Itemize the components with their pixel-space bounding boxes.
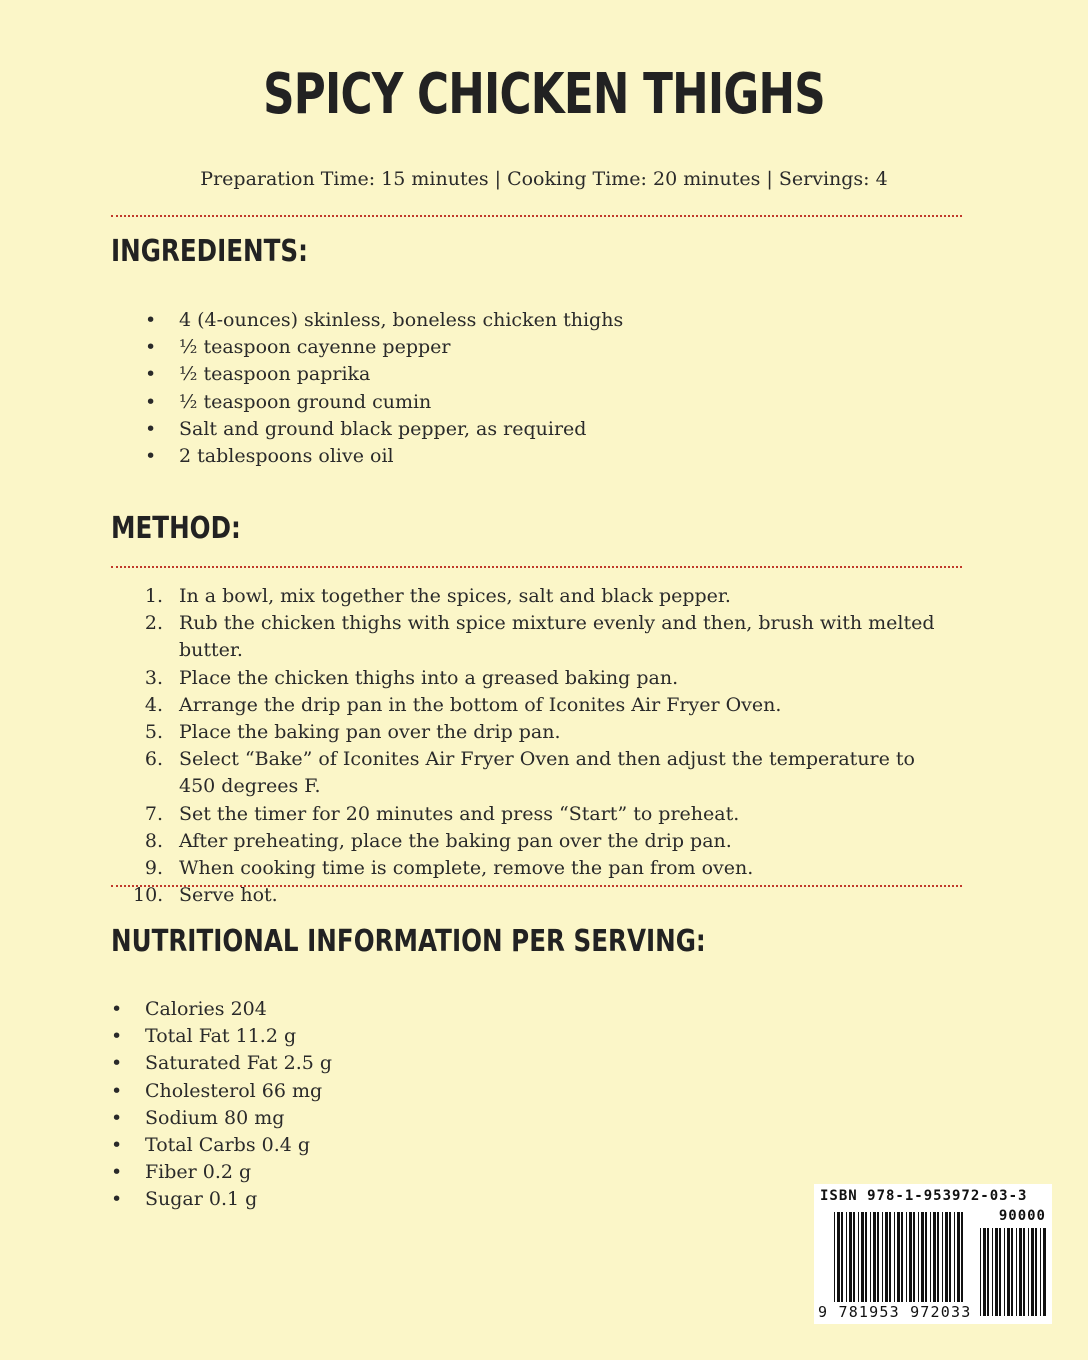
price-code: 90000 bbox=[998, 1208, 1046, 1224]
method-heading: METHOD: bbox=[111, 511, 241, 546]
barcode-bar bbox=[877, 1212, 879, 1302]
list-item: 2. Rub the chicken thighs with spice mixture evenly and then, brush with melted butter. bbox=[144, 612, 935, 662]
barcode-bar bbox=[873, 1212, 876, 1302]
list-item: 1. In a bowl, mix together the spices, salt and black pepper. bbox=[144, 585, 731, 607]
list-item: • Calories 204 bbox=[111, 998, 267, 1020]
list-item: • Sugar 0.1 g bbox=[111, 1188, 258, 1211]
barcode-bar bbox=[954, 1212, 955, 1302]
barcode-bar bbox=[894, 1212, 895, 1302]
barcode-bar bbox=[945, 1212, 948, 1302]
barcode-bar bbox=[885, 1212, 888, 1302]
barcode-bar bbox=[897, 1212, 900, 1302]
ean-digits: 9 781953 972033 bbox=[818, 1303, 972, 1321]
barcode-bar bbox=[918, 1212, 919, 1302]
divider-bottom bbox=[111, 885, 962, 887]
barcode-bar bbox=[999, 1228, 1001, 1316]
barcode-bar bbox=[921, 1212, 924, 1302]
list-item: 3. Place the chicken thighs into a greased baking pan. bbox=[144, 666, 679, 689]
list-item: • ½ teaspoon ground cumin bbox=[145, 390, 432, 413]
barcode-bar bbox=[1004, 1228, 1005, 1316]
ingredients-list bbox=[145, 307, 623, 470]
barcode-bar bbox=[995, 1228, 998, 1316]
barcode-bar bbox=[987, 1228, 989, 1316]
barcode-bar bbox=[957, 1212, 960, 1302]
barcode-bar bbox=[983, 1228, 986, 1316]
list-item: • Total Fat 11.2 g bbox=[111, 1025, 297, 1048]
barcode-bar bbox=[1011, 1228, 1013, 1316]
list-item: • Cholesterol 66 mg bbox=[111, 1079, 323, 1102]
list-item: • Saturated Fat 2.5 g bbox=[111, 1052, 333, 1075]
barcode-bar bbox=[949, 1212, 951, 1302]
list-item: • Total Carbs 0.4 g bbox=[111, 1134, 311, 1157]
recipe-title: SPICY CHICKEN THIGHS bbox=[263, 62, 825, 127]
barcode-bar bbox=[837, 1212, 840, 1302]
barcode-bar bbox=[1023, 1228, 1025, 1316]
nutrition-heading: NUTRITIONAL INFORMATION PER SERVING: bbox=[111, 924, 706, 959]
list-item: 9. When cooking time is complete, remove the pan from oven. bbox=[144, 857, 754, 880]
barcode-bar bbox=[913, 1212, 915, 1302]
barcode-bar bbox=[1016, 1228, 1017, 1316]
barcode-bar bbox=[937, 1212, 939, 1302]
list-item: • ½ teaspoon paprika bbox=[145, 363, 371, 386]
list-item: 5. Place the baking pan over the drip pan. bbox=[144, 721, 561, 744]
list-item: 7. Set the timer for 20 minutes and press “Start” to preheat. bbox=[144, 802, 740, 825]
barcode-bar bbox=[882, 1212, 883, 1302]
list-item: • 4 (4-ounces) skinless, boneless chicken thighs bbox=[145, 309, 624, 331]
list-item: 10. Serve hot. bbox=[133, 884, 278, 907]
barcode-bar bbox=[906, 1212, 907, 1302]
barcode-bar bbox=[861, 1212, 864, 1302]
barcode-bar bbox=[853, 1212, 855, 1302]
list-item: • 2 tablespoons olive oil bbox=[145, 445, 394, 468]
divider-method bbox=[111, 566, 962, 568]
list-item: • ½ teaspoon cayenne pepper bbox=[145, 336, 451, 359]
divider-top bbox=[111, 215, 962, 217]
barcode-bar bbox=[909, 1212, 912, 1302]
barcode-bar bbox=[1028, 1228, 1029, 1316]
barcode-bar bbox=[865, 1212, 867, 1302]
ingredients-heading: INGREDIENTS: bbox=[111, 234, 308, 269]
list-item: 8. After preheating, place the baking pan over the drip pan. bbox=[144, 829, 732, 852]
nutrition-list bbox=[111, 996, 332, 1214]
barcode-bar bbox=[925, 1212, 927, 1302]
isbn-text: ISBN 978-1-953972-03-3 bbox=[820, 1188, 1028, 1204]
barcode-bar bbox=[961, 1212, 963, 1302]
barcode-bar bbox=[1031, 1228, 1034, 1316]
barcode-bar bbox=[1019, 1228, 1022, 1316]
barcode-bar bbox=[870, 1212, 871, 1302]
list-item: 4. Arrange the drip pan in the bottom of Iconites Air Fryer Oven. bbox=[144, 693, 782, 716]
list-item: • Sodium 80 mg bbox=[111, 1106, 285, 1129]
barcode-bar bbox=[933, 1212, 936, 1302]
barcode-bar bbox=[980, 1228, 981, 1316]
barcode-bar bbox=[846, 1212, 847, 1302]
barcode-bar bbox=[930, 1212, 931, 1302]
recipe-meta: Preparation Time: 15 minutes | Cooking Time: 20 minutes | Servings: 4 bbox=[200, 168, 888, 190]
list-item: • Salt and ground black pepper, as required bbox=[145, 417, 587, 440]
barcode-bar bbox=[1040, 1228, 1041, 1316]
barcode-bar bbox=[992, 1228, 993, 1316]
barcode-bar bbox=[834, 1212, 835, 1302]
barcode-bar bbox=[858, 1212, 859, 1302]
barcode-bar bbox=[942, 1212, 943, 1302]
method-steps bbox=[133, 583, 955, 909]
barcode-bar bbox=[1043, 1228, 1046, 1316]
list-item: 6. Select “Bake” of Iconites Air Fryer Oven and then adjust the temperature to 450 degrees F. bbox=[144, 748, 915, 798]
barcode-bar bbox=[1007, 1228, 1010, 1316]
barcode-bar bbox=[889, 1212, 891, 1302]
barcode bbox=[814, 1184, 1052, 1324]
barcode-bar bbox=[841, 1212, 843, 1302]
list-item: • Fiber 0.2 g bbox=[111, 1161, 252, 1184]
barcode-bar bbox=[849, 1212, 852, 1302]
barcode-bar bbox=[1035, 1228, 1037, 1316]
barcode-bar bbox=[901, 1212, 903, 1302]
